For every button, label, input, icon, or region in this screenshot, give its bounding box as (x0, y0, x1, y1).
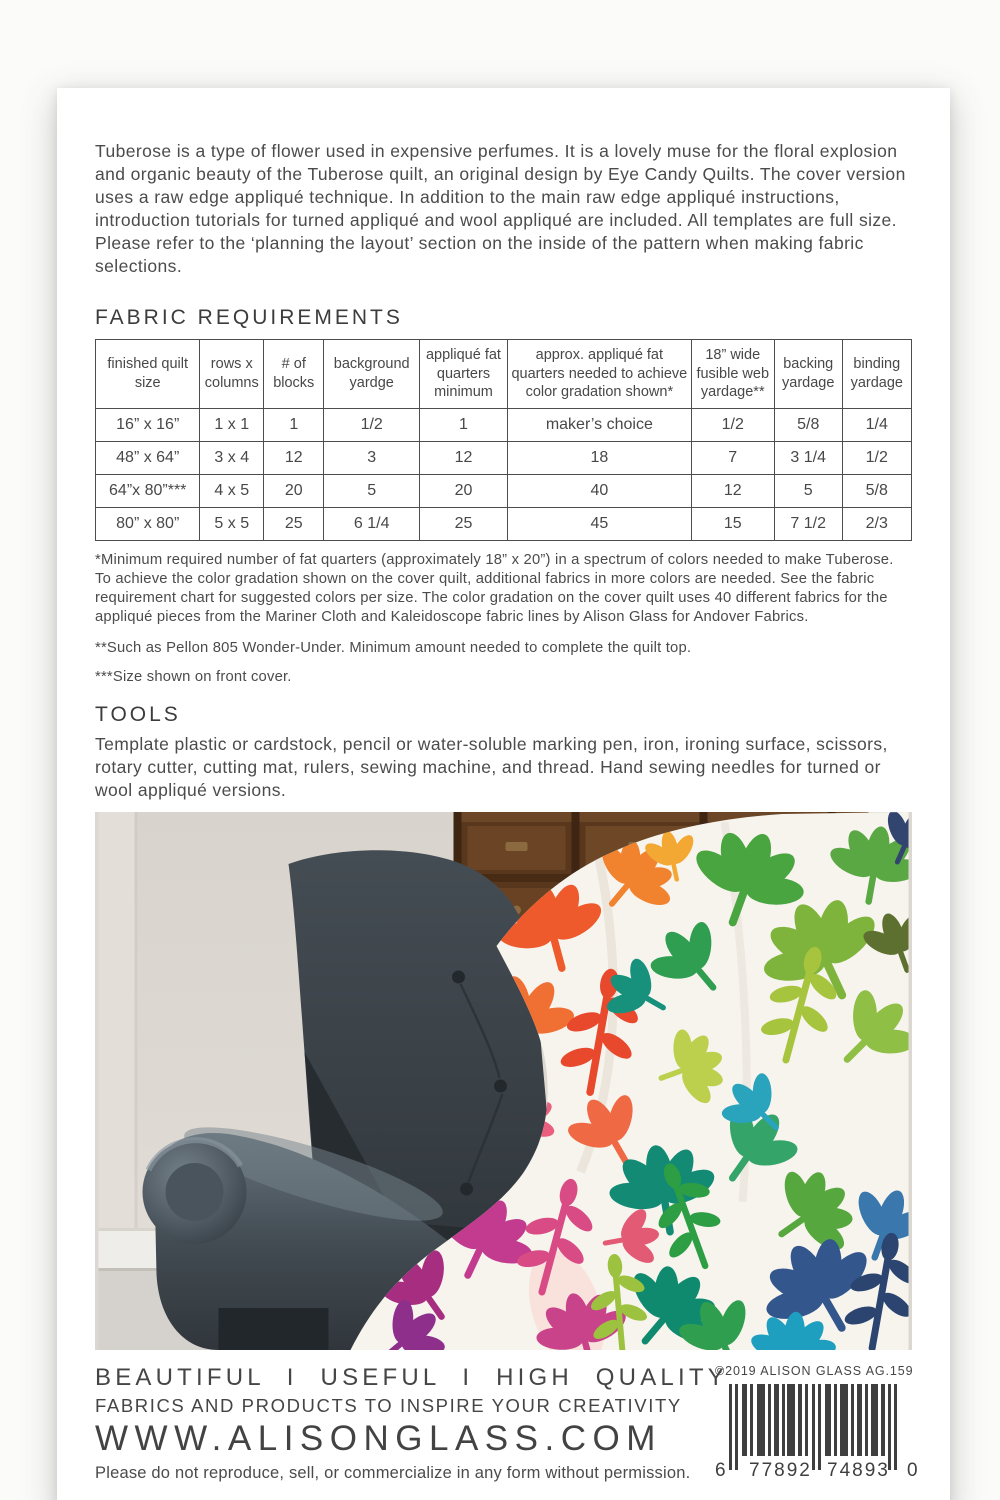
table-cell: 5/8 (842, 474, 911, 507)
tools-heading: TOOLS (95, 702, 181, 726)
table-cell: 1 x 1 (200, 408, 264, 441)
table-cell: 6 1/4 (324, 507, 419, 540)
pattern-back-cover (57, 88, 950, 1500)
table-cell: 7 (691, 441, 774, 474)
table-cell: 7 1/2 (774, 507, 842, 540)
tagline-secondary: FABRICS AND PRODUCTS TO INSPIRE YOUR CREATIVITY (95, 1394, 682, 1416)
footnote-size: ***Size shown on front cover. (95, 668, 292, 685)
table-cell: 12 (419, 441, 507, 474)
table-cell: 64”x 80”*** (96, 474, 200, 507)
column-header: rows x columns (200, 340, 264, 409)
table-cell: 1 (419, 408, 507, 441)
table-cell: 25 (264, 507, 324, 540)
legal-notice: Please do not reproduce, sell, or commercialize in any form without permission. (95, 1463, 691, 1482)
barcode-digit-left: 6 (715, 1459, 726, 1480)
table-cell: 5 x 5 (200, 507, 264, 540)
table-cell: 2/3 (842, 507, 911, 540)
table-cell: 40 (508, 474, 692, 507)
column-header: backing yardage (774, 340, 842, 409)
column-header: approx. appliqué fat quarters needed to achieve color gradation shown* (508, 340, 692, 409)
table-row (96, 507, 912, 540)
table-cell: 16” x 16” (96, 408, 200, 441)
table-cell: 5/8 (774, 408, 842, 441)
barcode-group-2: 74893 (827, 1459, 890, 1480)
table-cell: 45 (508, 507, 692, 540)
table-cell: 20 (264, 474, 324, 507)
table-cell: 3 1/4 (774, 441, 842, 474)
table-row (96, 474, 912, 507)
table-cell: 5 (774, 474, 842, 507)
table-cell: 3 (324, 441, 419, 474)
table-cell: 48” x 64” (96, 441, 200, 474)
cover-photo (95, 812, 912, 1350)
fabric-requirements-table (95, 339, 912, 541)
table-cell: 1/2 (842, 441, 911, 474)
footer (95, 1363, 918, 1485)
table-cell: 15 (691, 507, 774, 540)
table-cell: 18 (508, 441, 692, 474)
fabric-requirements-heading: FABRIC REQUIREMENTS (95, 306, 403, 329)
table-cell: 12 (691, 474, 774, 507)
column-header: 18” wide fusible web yardage** (691, 340, 774, 409)
column-header: binding yardage (842, 340, 911, 409)
cover-photo-illustration (95, 812, 912, 1350)
tagline-primary: BEAUTIFUL I USEFUL I HIGH QUALITY (95, 1363, 728, 1391)
tools-paragraph: Template plastic or cardstock, pencil or water-soluble marking pen, iron, ironing surface, scissors, rotary cutter, cutting mat, rulers, sewing machine, and thread. Hand sewing needles for turned or wool appliqué versions. (95, 733, 888, 800)
footer-branding (95, 1363, 728, 1483)
footer-barcode-block (715, 1364, 920, 1485)
website-url: WWW.ALISONGLASS.COM (95, 1418, 662, 1458)
table-cell: 20 (419, 474, 507, 507)
barcode-digit-right: 0 (907, 1459, 918, 1480)
column-header: background yardge (324, 340, 419, 409)
column-header: # of blocks (264, 340, 324, 409)
footnote-fat-quarters: *Minimum required number of fat quarters (approximately 18” x 20”) in a spectrum of colors needed to make Tuberose. To achieve the color gradation shown on the cover quilt, additional fabrics in more colors are needed. See the fabric requirement chart for suggested colors per size. The color gradation on the cover quilt uses 40 different fabrics for the appliqué pieces from the Mariner Cloth and Kaleidoscope fabric lines by Alison Glass for Andover Fabrics. (95, 551, 894, 625)
column-header: appliqué fat quarters minimum (419, 340, 507, 409)
table-cell: 5 (324, 474, 419, 507)
intro-paragraph: Tuberose is a type of flower used in expensive perfumes. It is a lovely muse for the floral explosion and organic beauty of the Tuberose quilt, an original design by Eye Candy Quilts. The cover version uses a raw edge appliqué technique. In addition to the main raw edge appliqué instructions, introduction tutorials for turned appliqué and wool appliqué are included. All templates are full size. Please refer to the ‘planning the layout’ section on the inside of the pattern when making fabric selections. (95, 141, 906, 276)
table-header-row (96, 340, 912, 409)
table-cell: 1/4 (842, 408, 911, 441)
table-cell: 1/2 (691, 408, 774, 441)
table-row (96, 441, 912, 474)
table-cell: 1 (264, 408, 324, 441)
column-header: finished quilt size (96, 340, 200, 409)
table-cell: maker’s choice (508, 408, 692, 441)
barcode-bars (729, 1384, 897, 1470)
footnote-fusible-web: **Such as Pellon 805 Wonder-Under. Minimum amount needed to complete the quilt top. (95, 639, 692, 656)
table-row (96, 408, 912, 441)
table-cell: 4 x 5 (200, 474, 264, 507)
barcode-group-1: 77892 (749, 1459, 812, 1480)
table-cell: 12 (264, 441, 324, 474)
table-cell: 1/2 (324, 408, 419, 441)
table-cell: 25 (419, 507, 507, 540)
barcode (715, 1380, 920, 1480)
table-cell: 80” x 80” (96, 507, 200, 540)
table-cell: 3 x 4 (200, 441, 264, 474)
copyright-line: ©2019 ALISON GLASS AG.159 (715, 1363, 914, 1378)
